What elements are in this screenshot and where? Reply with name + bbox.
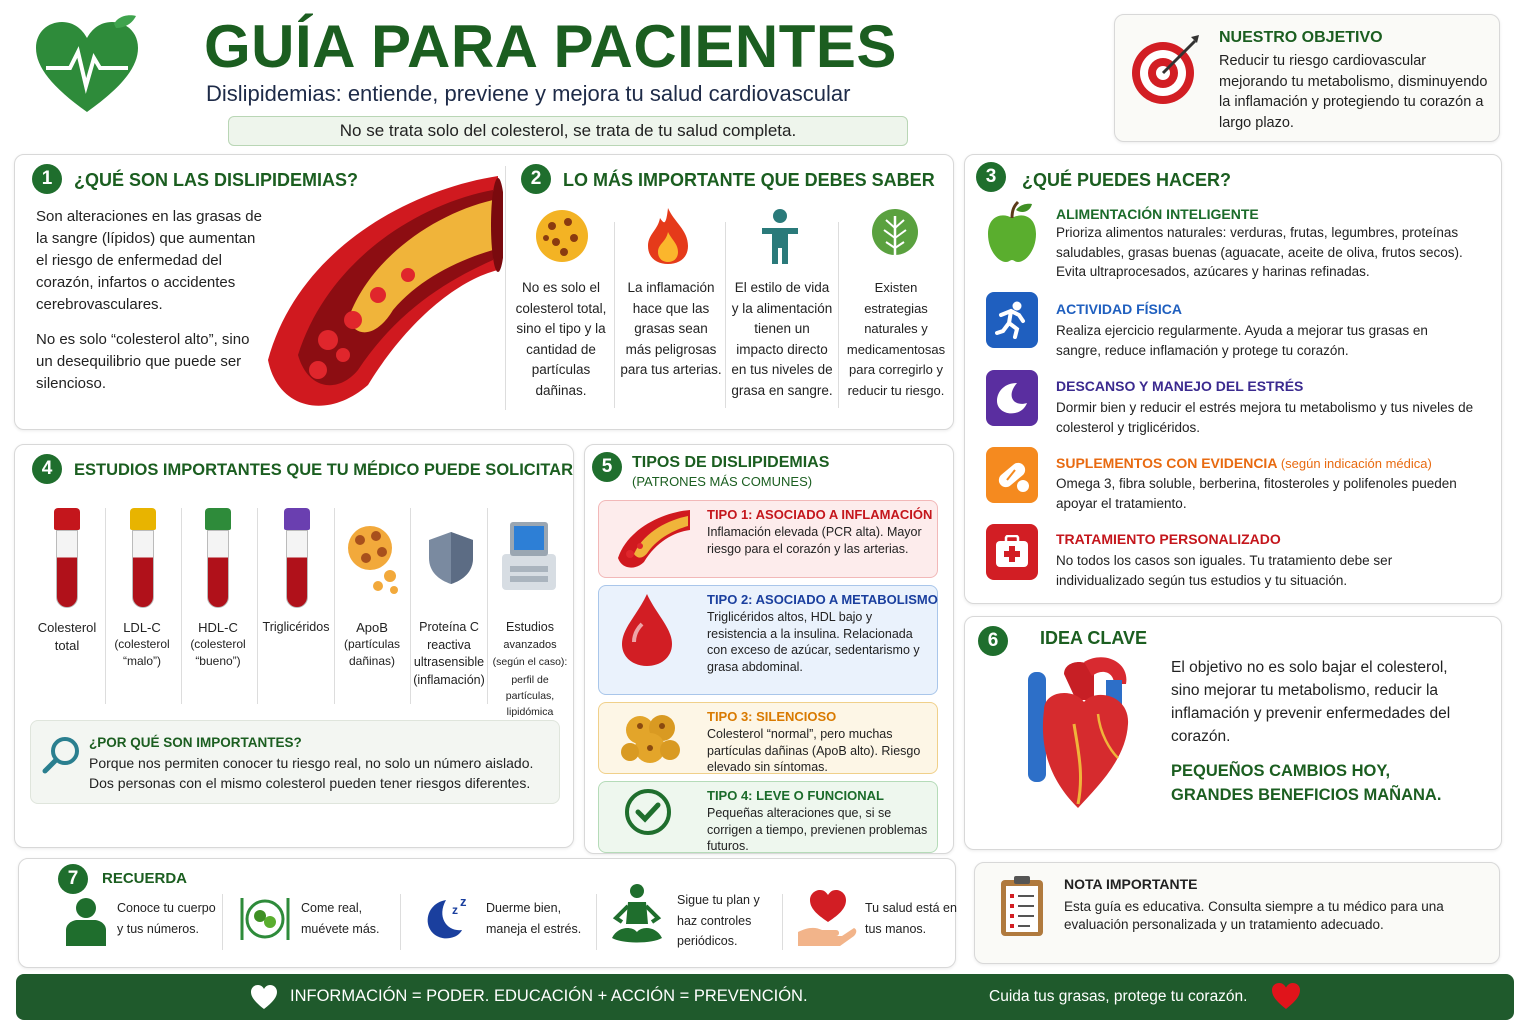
divider [782,894,783,950]
action-title [1056,455,1432,471]
section-1-p1: Son alteraciones en las grasas de la sangre (lípidos) que aumentan el riesgo de enfermedad del corazón, infartos o accidentes cerebrovasculares. [36,208,262,313]
remember-l1: Come real, [301,901,363,915]
divider [105,508,106,704]
why-title: ¿POR QUÉ SON IMPORTANTES? [89,735,302,750]
action-title: TRATAMIENTO PERSONALIZADO [1056,531,1281,547]
page-title: GUÍA PARA PACIENTES [204,13,897,80]
why-box [30,720,560,804]
study-l2: (colesterol [114,637,170,651]
study-l1: ApoB [356,620,388,635]
remember-l1: Duerme bien, [486,901,562,915]
action-text: No todos los casos son iguales. Tu tratamiento debe ser individualizado según tus estudios y tu situación. [1056,553,1393,588]
moon-icon [986,370,1038,426]
remember-l2: haz controles [677,913,752,928]
tipo-text: Colesterol “normal”, pero muchas partículas dañinas (ApoB alto). Riesgo elevado sin síntomas. [707,727,921,774]
divider [257,508,258,704]
section-3-title: ¿QUÉ PUEDES HACER? [1022,170,1232,190]
tipo-title: TIPO 2: ASOCIADO A METABOLISMO [707,592,938,607]
study-l2: reactiva [427,637,471,652]
divider [838,222,839,408]
section-2-number: 2 [521,164,551,194]
footer-left-text: INFORMACIÓN = PODER. EDUCACIÓN + ACCIÓN = PREVENCIÓN. [290,987,808,1005]
remember-l1: Conoce tu cuerpo [117,901,216,915]
tube-purple-icon [286,508,308,608]
study-l2: (colesterol [190,637,246,651]
remember-l2: maneja el estrés. [486,922,582,936]
remember-l2: y tus números. [117,922,199,936]
particles-cluster-icon [618,708,684,768]
artery-plaque-icon [258,170,503,420]
why-line-1: Porque nos permiten conocer tu riesgo real, no solo un número aislado. [89,755,534,771]
divider [505,166,506,410]
heart-hand-icon [796,886,858,948]
action-title-text: SUPLEMENTOS CON EVIDENCIA [1056,455,1277,471]
tube-red-icon [56,508,78,608]
magnifier-icon [41,735,81,775]
study-label [488,619,572,720]
s2-item-text: El estilo de vida y la alimentación tienen un impacto directo en tus niveles de grasa en sangre. [731,280,833,398]
particles-icon [534,208,590,264]
logo-heart-icon [32,12,142,122]
section-5-number: 5 [592,452,622,482]
tagline-banner [228,116,908,146]
why-line-2: Dos personas con el mismo colesterol pueden tener riesgos diferentes. [89,775,531,791]
clipboard-icon [998,874,1046,938]
study-l4: (inflamación) [413,672,485,687]
divider [596,894,597,950]
remember-text [486,898,581,940]
action-title: DESCANSO Y MANEJO DEL ESTRÉS [1056,378,1304,394]
remember-l3: periódicos. [677,934,738,948]
divider [400,894,401,950]
svg-text:z: z [452,903,458,917]
remember-text [865,898,957,940]
section-2-title: LO MÁS IMPORTANTE QUE DEBES SABER [563,170,935,190]
divider [614,222,615,408]
study-l1: Colesterol [37,620,97,635]
action-text: Prioriza alimentos naturales: verduras, frutas, legumbres, proteínas saludables, grasas buenas (aguacate, aceite de oliva, frutos secos). Evita ultraprocesados, azúcares y harinas refinadas. [1056,225,1463,279]
remember-l2: muévete más. [301,922,380,936]
apple-icon [986,200,1038,264]
page-subtitle: Dislipidemias: entiende, previene y mejora tu salud cardiovascular [206,81,851,106]
tipo-title: TIPO 4: LEVE O FUNCIONAL [707,788,884,803]
remember-l2: tus manos. [865,922,927,936]
meditation-icon [608,882,666,948]
study-label [28,619,106,655]
tipo-text: Pequeñas alteraciones que, si se corrigen a tiempo, previenen problemas futuros. [707,806,928,853]
study-l2: total [54,638,80,653]
study-l3: (según el caso): [492,656,568,668]
divider [181,508,182,704]
person-icon [756,208,804,266]
study-l3: dañinas) [348,654,396,668]
user-icon [64,896,108,948]
remember-l1: Tu salud está en [865,901,957,915]
shield-icon [427,530,475,586]
study-l1: LDL-C [123,620,161,635]
tagline-text: No se trata solo del colesterol, se trata de tu salud completa. [339,121,797,140]
section-1-number: 1 [32,164,62,194]
leaf-icon [870,208,920,266]
tipo-text: Triglicéridos altos, HDL bajo y resistencia a la insulina. Relacionada con exceso de azúcar, sedentarismo y grasa abdominal. [707,610,920,674]
study-label [258,619,334,636]
section-6-title: IDEA CLAVE [1040,628,1148,648]
action-title: ALIMENTACIÓN INTELIGENTE [1056,206,1259,222]
tipo-title: TIPO 3: SILENCIOSO [707,709,837,724]
study-l1: Proteína C [419,620,479,634]
lab-machine-icon [498,520,560,592]
apob-particles-icon [344,518,402,596]
footer-right-text: Cuida tus grasas, protege tu corazón. [989,988,1248,1005]
running-icon [986,292,1038,348]
objetivo-title: NUESTRO OBJETIVO [1219,29,1383,46]
plate-icon [236,894,294,944]
first-aid-icon [986,524,1038,580]
target-icon [1129,33,1201,105]
section-7-number: 7 [58,864,88,894]
heart-icon [250,984,278,1010]
objetivo-text: Reducir tu riesgo cardiovascular mejorando tu metabolismo, disminuyendo la inflamación y protegiendo tu corazón a largo plazo. [1219,53,1488,131]
section-5-title: TIPOS DE DISLIPIDEMIAS [632,454,830,471]
tube-yellow-icon [132,508,154,608]
flame-icon [644,206,692,266]
s2-item-text: No es solo el colesterol total, sino el tipo y la cantidad de partículas dañinas. [515,280,607,398]
section-1-p2: No es solo “colesterol alto”, sino un desequilibrio que puede ser silencioso. [36,331,250,392]
study-label [180,619,256,670]
study-l1: Estudios [506,620,554,634]
check-circle-icon [624,788,672,836]
remember-text [301,898,380,940]
red-heart-icon [1271,982,1301,1010]
divider [222,894,223,950]
s2-item-text: Existen estrategias naturales y medicamentosas para corregirlo y reducir tu riesgo. [846,280,946,398]
tipo-text: Inflamación elevada (PCR alta). Mayor riesgo para el corazón y las arterias. [707,525,922,556]
idea-cta-2: GRANDES BENEFICIOS MAÑANA. [1171,786,1442,804]
divider [725,222,726,408]
action-text: Realiza ejercicio regularmente. Ayuda a mejorar tus grasas en sangre, reduce inflamación y protege tu corazón. [1056,323,1428,358]
remember-l1: Sigue tu plan y [677,893,760,907]
study-l2: (partículas [343,637,401,651]
artery-icon [614,506,694,570]
tube-green-icon [207,508,229,608]
s2-item-text: La inflamación hace que las grasas sean más peligrosas para tus arterias. [620,280,722,377]
section-6-number: 6 [978,626,1008,656]
study-l4: perfil de partículas, lipidómica [505,673,555,718]
remember-text [117,898,216,940]
study-l3: “bueno”) [195,654,241,668]
study-l3: ultrasensible [413,655,485,669]
section-4-number: 4 [32,454,62,484]
nota-text: Esta guía es educativa. Consulta siempre a tu médico para una evaluación personalizada y un tratamiento adecuado. [1064,899,1444,932]
objetivo-card [1114,14,1500,142]
section-3-number: 3 [976,162,1006,192]
divider [334,508,335,704]
remember-text [677,890,760,952]
study-label [410,619,488,689]
section-7-title: RECUERDA [102,870,188,887]
section-1-title: ¿QUÉ SON LAS DISLIPIDEMIAS? [74,170,359,190]
sleep-moon-icon [422,894,474,942]
study-l1: HDL-C [198,620,238,635]
study-l1: Triglicéridos [262,620,330,634]
pill-icon [986,447,1038,503]
study-l2: avanzados [503,638,557,651]
action-title: ACTIVIDAD FÍSICA [1056,301,1182,317]
section-4-title: ESTUDIOS IMPORTANTES QUE TU MÉDICO PUEDE SOLICITAR [74,461,573,479]
study-label [104,619,180,670]
heart-anatomy-icon [1014,654,1140,814]
blood-drop-icon [620,592,674,668]
action-text: Dormir bien y reducir el estrés mejora tu metabolismo y tus niveles de colesterol y triglicéridos. [1056,400,1474,435]
study-label [334,619,410,670]
action-text: Omega 3, fibra soluble, berberina, fitosteroles y polifenoles pueden apoyar el tratamiento. [1056,476,1457,511]
tipo-title: TIPO 1: ASOCIADO A INFLAMACIÓN [707,507,933,522]
nota-title: NOTA IMPORTANTE [1064,876,1198,892]
idea-clave-text: El objetivo no es solo bajar el colesterol, sino mejorar tu metabolismo, reducir la inflamación y prevenir enfermedades del corazón. [1171,659,1451,745]
idea-cta-1: PEQUEÑOS CAMBIOS HOY, [1171,762,1391,780]
action-note: (según indicación médica) [1280,456,1432,471]
svg-text:z: z [460,894,467,909]
study-l3: “malo”) [123,654,161,668]
section-5-subtitle: (PATRONES MÁS COMUNES) [632,474,813,489]
